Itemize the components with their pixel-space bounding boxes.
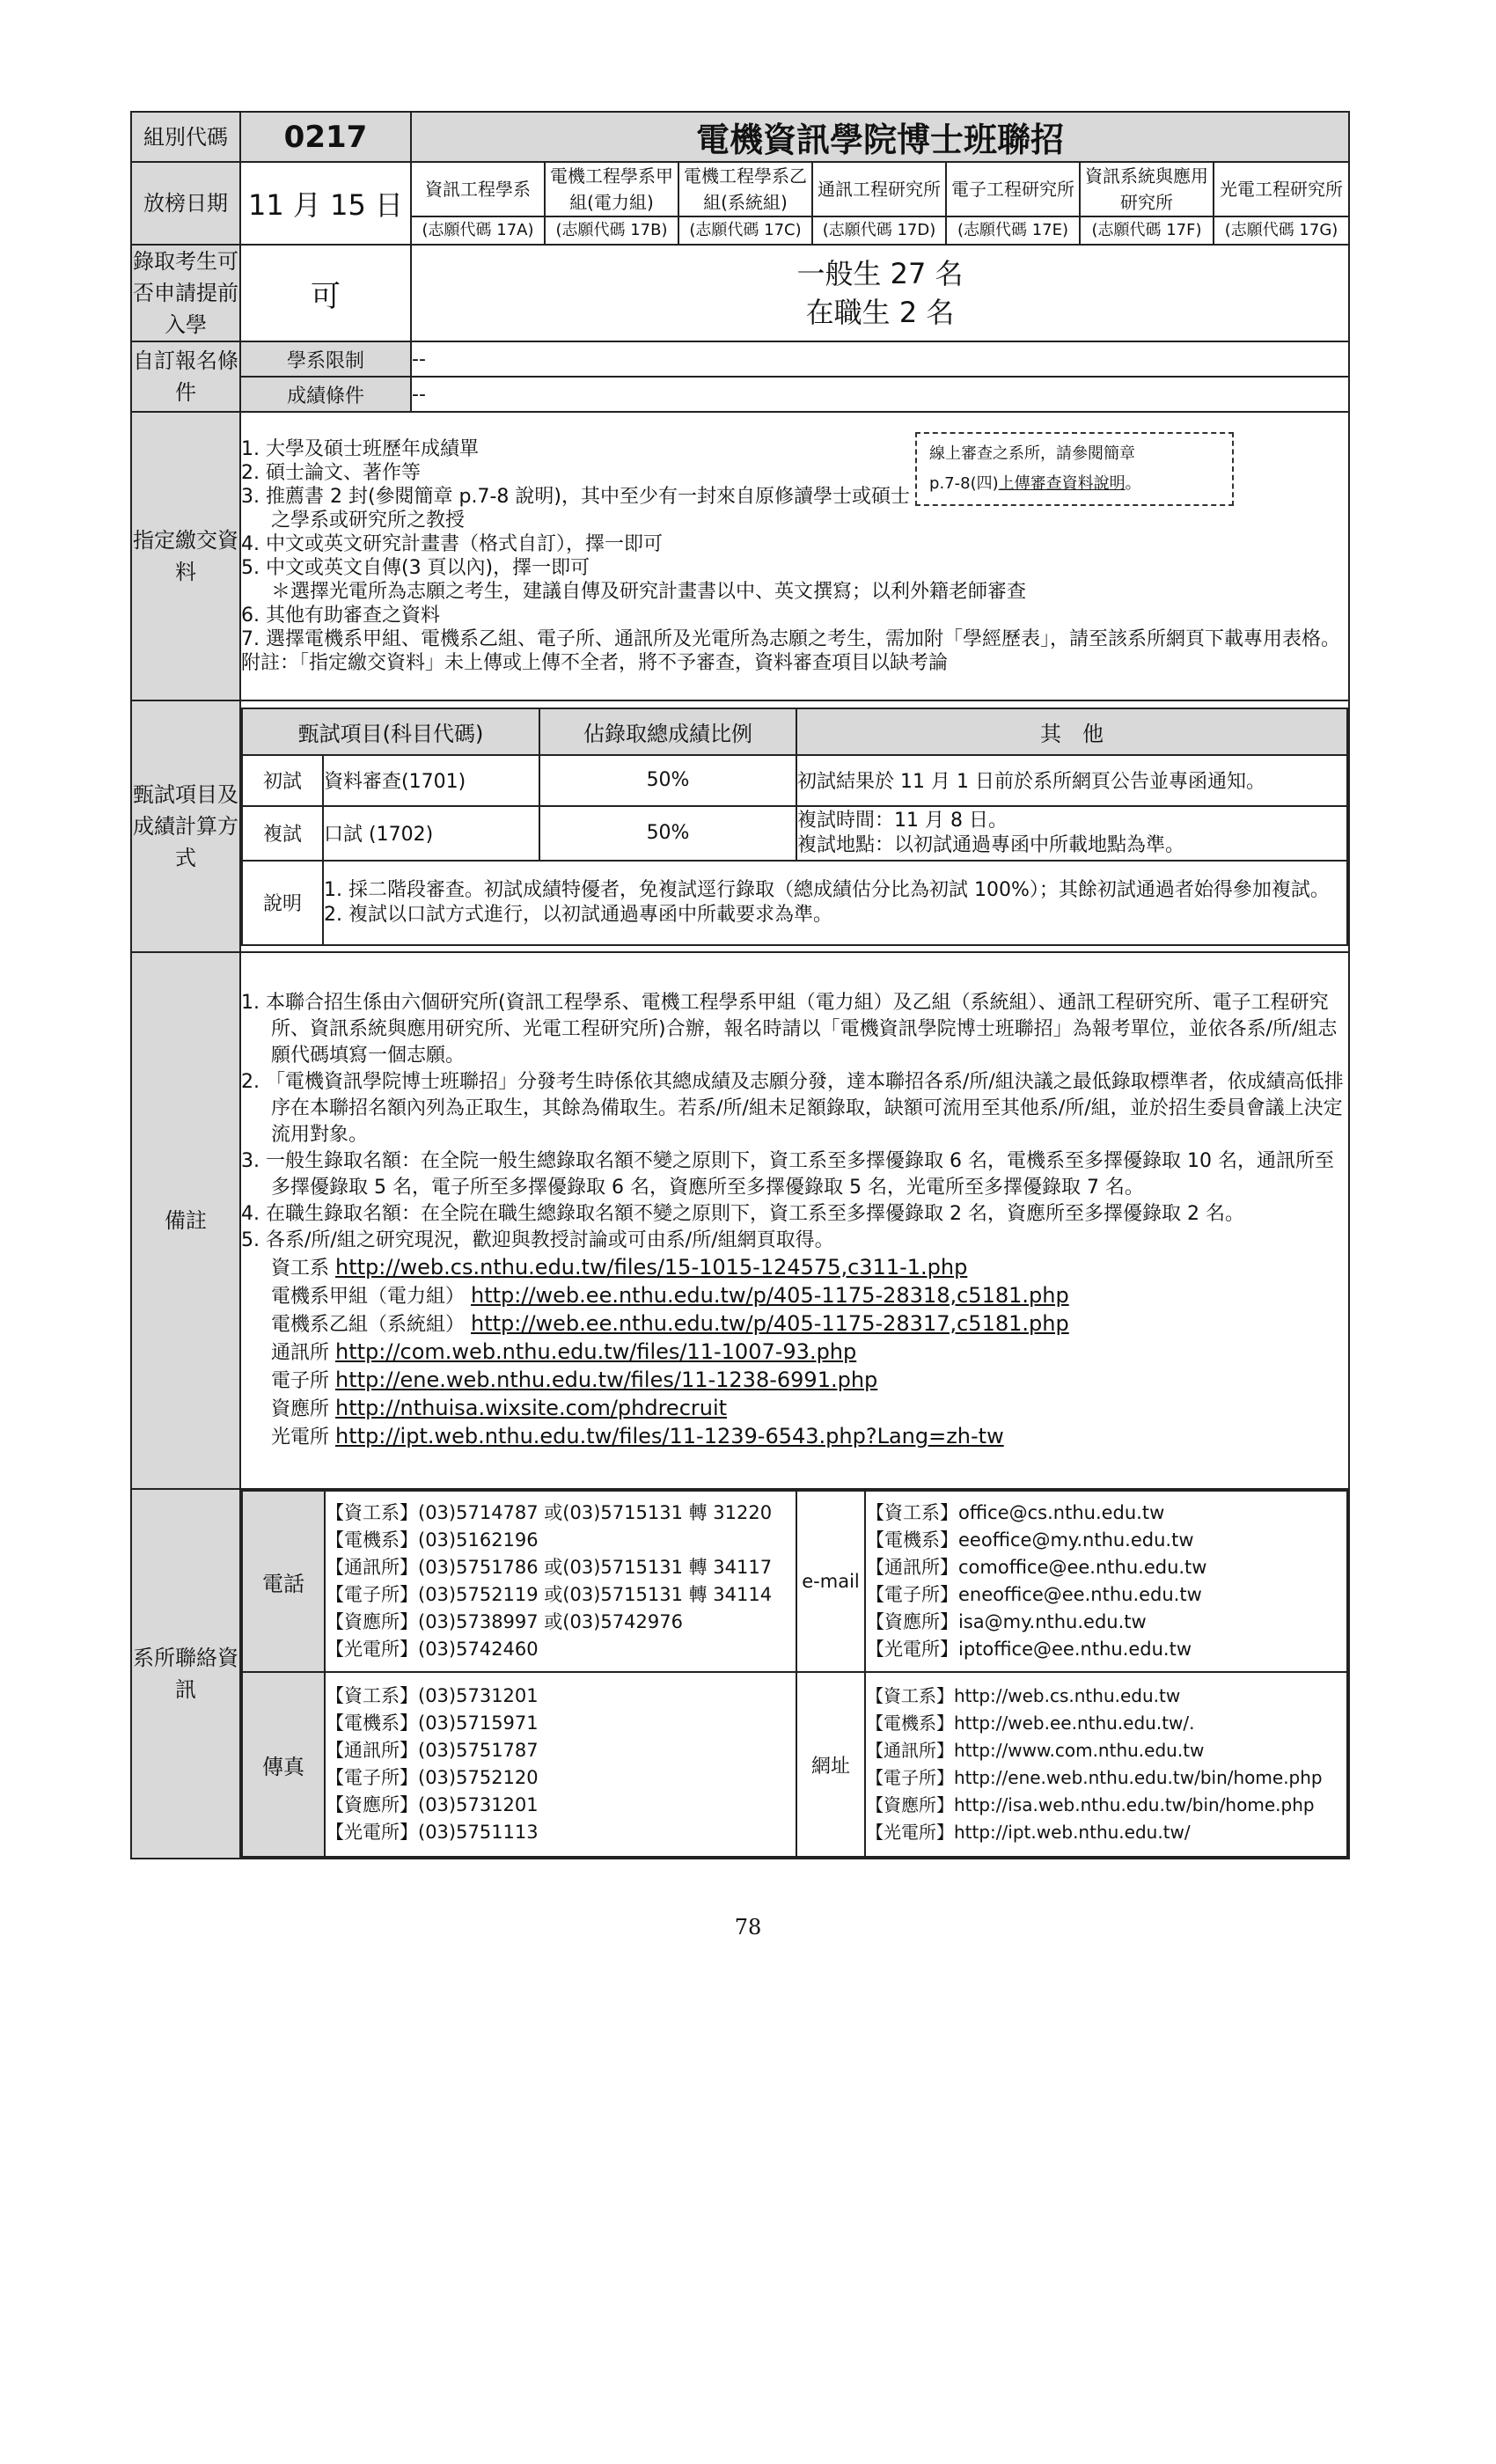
documents-label: 指定繳交資料	[131, 412, 240, 700]
document-item: 2. 碩士論文、著作等	[241, 462, 421, 484]
web-line[interactable]: 【資工系】http://web.cs.nthu.edu.tw	[866, 1685, 1181, 1706]
dept-link[interactable]: http://web.ee.nthu.edu.tw/p/405-1175-28318,c5181.php	[471, 1283, 1069, 1308]
phone-line: 【資工系】(03)5714787 或(03)5715131 轉 31220	[326, 1502, 773, 1523]
quota-cell	[411, 245, 1349, 341]
exam-note: 1. 採二階段審查。初試成績特優者，免複試逕行錄取（總成績估分比為初試 100%）；其餘初試通過者始得參加複試。	[324, 878, 1330, 901]
grade-condition-value: --	[411, 377, 1349, 412]
link-dept: 光電所	[271, 1426, 330, 1448]
exam-col-ratio: 佔錄取總成績比例	[539, 708, 796, 755]
link-dept: 電機系甲組（電力組）	[271, 1286, 466, 1308]
web-line[interactable]: 【資應所】http://isa.web.nthu.edu.tw/bin/home.php	[866, 1794, 1315, 1815]
custom-req-label: 自訂報名條件	[131, 341, 240, 412]
phone-line: 【資應所】(03)5738997 或(03)5742976	[326, 1611, 683, 1632]
upload-instructions-link[interactable]: 上傳審查資料說明	[998, 474, 1126, 493]
exam-col-item: 甄試項目(科目代碼)	[242, 708, 539, 755]
exam-note-label: 說明	[242, 861, 323, 945]
email-line[interactable]: 【光電所】iptoffice@ee.nthu.edu.tw	[866, 1639, 1192, 1660]
dept-code: (志願代碼 17D)	[812, 216, 946, 245]
exam-table	[241, 708, 1348, 946]
remarks-cell	[240, 952, 1349, 1489]
document-item: 5. 中文或英文自傳(3 頁以內)，擇一即可	[241, 557, 590, 579]
group-code-label: 組別代碼	[131, 112, 240, 162]
email-line[interactable]: 【電機系】eeoffice@my.nthu.edu.tw	[866, 1529, 1194, 1551]
dept-code: (志願代碼 17B)	[545, 216, 678, 245]
phone-line: 【電機系】(03)5162196	[326, 1529, 539, 1551]
document-item: 3. 推薦書 2 封(參閱簡章 p.7-8 說明)，其中至少有一封來自原修讀學士或碩士之學系或研究所之教授	[241, 486, 911, 532]
phone-line: 【光電所】(03)5742460	[326, 1639, 539, 1660]
exam-item: 資料審查(1701)	[323, 755, 539, 806]
link-dept: 電機系乙組（系統組）	[271, 1314, 466, 1336]
exam-cell	[240, 700, 1349, 952]
dept-name: 電機工程學系甲組(電力組)	[545, 162, 678, 216]
release-date: 11 月 15 日	[240, 162, 411, 245]
exam-stage: 複試	[242, 806, 323, 861]
remark-item: 3. 一般生錄取名額：在全院一般生總錄取名額不變之原則下，資工系至多擇優錄取 6 名，電機系至多擇優錄取 10 名，通訊所至多擇優錄取 5 名，電子所至多擇優錄取 6 名，資應所至多擇優錄取 5 名，光電所至多擇優錄取 7 名。	[241, 1150, 1334, 1199]
dept-restriction-label: 學系限制	[240, 341, 411, 377]
early-admission-value: 可	[240, 245, 411, 341]
fax-line: 【光電所】(03)5751113	[326, 1822, 539, 1843]
web-line[interactable]: 【通訊所】http://www.com.nthu.edu.tw	[866, 1740, 1205, 1761]
phone-line: 【電子所】(03)5752119 或(03)5715131 轉 34114	[326, 1584, 773, 1605]
document-item: 1. 大學及碩士班歷年成績單	[241, 438, 479, 460]
exam-stage: 初試	[242, 755, 323, 806]
web-line[interactable]: 【光電所】http://ipt.web.nthu.edu.tw/	[866, 1822, 1191, 1843]
email-line[interactable]: 【資工系】office@cs.nthu.edu.tw	[866, 1502, 1165, 1523]
dept-name: 資訊系統與應用研究所	[1080, 162, 1214, 216]
release-date-label: 放榜日期	[131, 162, 240, 245]
online-review-note-line1: 線上審查之系所，請參閱簡章	[929, 444, 1136, 463]
fax-line: 【通訊所】(03)5751787	[326, 1740, 539, 1761]
quota-working: 在職生 2 名	[805, 296, 955, 329]
link-dept: 通訊所	[271, 1342, 330, 1364]
program-title: 電機資訊學院博士班聯招	[411, 112, 1349, 162]
dept-code: (志願代碼 17C)	[678, 216, 812, 245]
dept-code: (志願代碼 17A)	[411, 216, 545, 245]
fax-line: 【資應所】(03)5731201	[326, 1794, 539, 1815]
dept-link[interactable]: http://ene.web.nthu.edu.tw/files/11-1238-6991.php	[335, 1368, 878, 1392]
quota-general: 一般生 27 名	[796, 257, 964, 290]
group-code: 0217	[240, 112, 411, 162]
fax-line: 【電機系】(03)5715971	[326, 1712, 539, 1734]
fax-line: 【電子所】(03)5752120	[326, 1767, 539, 1788]
document-star-note: ＊選擇光電所為志願之考生，建議自傳及研究計畫書以中、英文撰寫；以利外籍老師審查	[271, 581, 1027, 603]
online-review-note-suffix: 。	[1125, 474, 1141, 493]
email-line[interactable]: 【通訊所】comoffice@ee.nthu.edu.tw	[866, 1557, 1207, 1578]
exam-col-other: 其 他	[796, 708, 1347, 755]
dept-link[interactable]: http://com.web.nthu.edu.tw/files/11-1007-93.php	[335, 1339, 857, 1364]
fax-label: 傳真	[242, 1672, 325, 1857]
dept-name: 電機工程學系乙組(系統組)	[678, 162, 812, 216]
document-item: 6. 其他有助審查之資料	[241, 605, 440, 627]
admission-page	[130, 111, 1348, 1859]
page-number: 78	[734, 1915, 762, 1940]
early-admission-label: 錄取考生可否申請提前入學	[131, 245, 240, 341]
remarks-label: 備註	[131, 952, 240, 1489]
phone-label: 電話	[242, 1491, 325, 1672]
contact-label: 系所聯絡資訊	[131, 1489, 240, 1859]
documents-list	[240, 412, 1349, 700]
dept-link[interactable]: http://web.ee.nthu.edu.tw/p/405-1175-28317,c5181.php	[471, 1311, 1069, 1336]
online-review-note	[915, 432, 1234, 506]
exam-item: 口試 (1702)	[323, 806, 539, 861]
document-footnote: 附註：「指定繳交資料」未上傳或上傳不全者，將不予審查，資料審查項目以缺考論	[241, 652, 949, 674]
dept-code: (志願代碼 17E)	[946, 216, 1080, 245]
exam-label: 甄試項目及成績計算方式	[131, 700, 240, 952]
online-review-note-prefix: p.7-8(四)	[929, 474, 999, 493]
contact-cell	[240, 1489, 1349, 1859]
remark-item: 2. 「電機資訊學院博士班聯招」分發考生時係依其總成績及志願分發，達本聯招各系/所/組決議之最低錄取標準者，依成績高低排序在本聯招名額內列為正取生，其餘為備取生。若系/所/組未足額錄取，缺額可流用至其他系/所/組，並於招生委員會議上決定流用對象。	[241, 1071, 1344, 1146]
dept-restriction-value: --	[411, 341, 1349, 377]
email-line[interactable]: 【電子所】eneoffice@ee.nthu.edu.tw	[866, 1584, 1202, 1605]
document-item: 4. 中文或英文研究計畫書（格式自訂），擇一即可	[241, 533, 663, 555]
web-label: 網址	[796, 1672, 865, 1857]
link-dept: 資應所	[271, 1398, 330, 1420]
grade-condition-label: 成績條件	[240, 377, 411, 412]
exam-ratio: 50%	[539, 755, 796, 806]
dept-code: (志願代碼 17F)	[1080, 216, 1214, 245]
web-line[interactable]: 【電機系】http://web.ee.nthu.edu.tw/.	[866, 1712, 1195, 1734]
exam-other: 複試時間：11 月 8 日。 複試地點：以初試通過專函中所載地點為準。	[796, 806, 1347, 861]
link-dept: 電子所	[271, 1370, 330, 1392]
web-line[interactable]: 【電子所】http://ene.web.nthu.edu.tw/bin/home.php	[866, 1767, 1323, 1788]
link-dept: 資工系	[271, 1258, 330, 1280]
dept-link[interactable]: http://web.cs.nthu.edu.tw/files/15-1015-124575,c311-1.php	[335, 1255, 968, 1280]
fax-line: 【資工系】(03)5731201	[326, 1685, 539, 1706]
admission-table	[130, 111, 1350, 1859]
email-label: e-mail	[796, 1491, 865, 1672]
email-line[interactable]: 【資應所】isa@my.nthu.edu.tw	[866, 1611, 1147, 1632]
remark-item: 1. 本聯合招生係由六個研究所(資訊工程學系、電機工程學系甲組（電力組）及乙組（系統組）、通訊工程研究所、電子工程研究所、資訊系統與應用研究所、光電工程研究所)合辦，報名時請以「電機資訊學院博士班聯招」為報考單位，並依各系/所/組志願代碼填寫一個志願。	[241, 992, 1338, 1067]
dept-name: 通訊工程研究所	[812, 162, 946, 216]
phone-line: 【通訊所】(03)5751786 或(03)5715131 轉 34117	[326, 1557, 773, 1578]
dept-name: 資訊工程學系	[411, 162, 545, 216]
exam-other: 初試結果於 11 月 1 日前於系所網頁公告並專函通知。	[796, 755, 1347, 806]
dept-name: 電子工程研究所	[946, 162, 1080, 216]
dept-link[interactable]: http://ipt.web.nthu.edu.tw/files/11-1239-6543.php?Lang=zh-tw	[335, 1424, 1004, 1448]
dept-code: (志願代碼 17G)	[1214, 216, 1349, 245]
remark-item: 4. 在職生錄取名額：在全院在職生總錄取名額不變之原則下，資工系至多擇優錄取 2 名，資應所至多擇優錄取 2 名。	[241, 1203, 1244, 1225]
exam-note: 2. 複試以口試方式進行，以初試通過專函中所載要求為準。	[324, 903, 832, 926]
document-item: 7. 選擇電機系甲組、電機系乙組、電子所、通訊所及光電所為志願之考生，需加附「學經歷表」，請至該系所網頁下載專用表格。	[241, 628, 1340, 650]
exam-ratio: 50%	[539, 806, 796, 861]
remark-item: 5. 各系/所/組之研究現況，歡迎與教授討論或可由系/所/組網頁取得。	[241, 1229, 834, 1251]
contact-table	[241, 1490, 1348, 1858]
dept-name: 光電工程研究所	[1214, 162, 1349, 216]
dept-link[interactable]: http://nthuisa.wixsite.com/phdrecruit	[335, 1396, 728, 1420]
